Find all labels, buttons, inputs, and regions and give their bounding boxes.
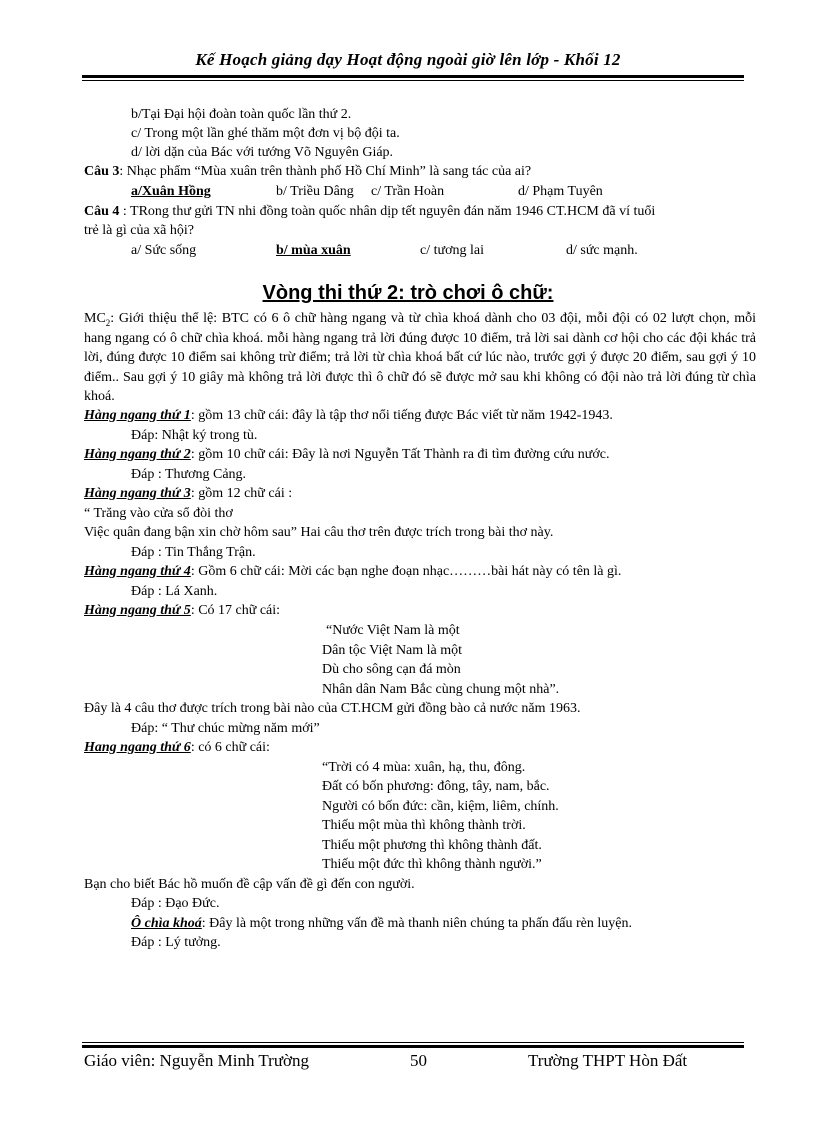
row3-text: : gồm 12 chữ cái : (190, 486, 293, 501)
q3-text: : Nhạc phẩm “Mùa xuân trên thành phố Hồ Chí Minh” là sang tác của ai? (119, 164, 532, 179)
row6-label: Hang ngang thứ 6 (84, 740, 191, 755)
keyword-question (131, 915, 632, 933)
q2-option-d: d/ lời dặn của Bác với tướng Võ Nguyên Giáp. (131, 145, 394, 160)
row6-answer: Đáp : Đạo Đức. (131, 896, 220, 911)
round2-title: Vòng thi thứ 2: trò chơi ô chữ: (262, 282, 554, 304)
row6-poem-line: Đất có bốn phương: đông, tây, nam, bắc. (322, 779, 550, 794)
row5-poem-line: “Nước Việt Nam là một (326, 623, 460, 638)
footer-page-number: 50 (410, 1051, 427, 1070)
mc-label: MC (84, 311, 106, 326)
row2-text: : gồm 10 chữ cái: Đây là nơi Nguyễn Tất Thành ra đi tìm đường cứu nước. (190, 447, 610, 462)
keyword-label: Ô chìa khoá (131, 916, 202, 931)
header-rule-thin (82, 80, 744, 81)
row6-text: : có 6 chữ cái: (190, 740, 270, 755)
row1-question (84, 407, 613, 425)
row2-label: Hàng ngang thứ 2 (84, 447, 191, 462)
header-rule-thick (82, 75, 744, 78)
q3-option-b: b/ Triều Dâng (276, 184, 354, 199)
footer-rule-thin (82, 1042, 744, 1043)
row5-poem-line: Dù cho sông cạn đá mòn (322, 662, 461, 677)
q3-question (84, 163, 531, 181)
row4-text: : Gồm 6 chữ cái: Mời các bạn nghe đoạn nhạc………bài hát này có tên là gì. (190, 564, 622, 579)
row6-poem-line: Thiếu một mùa thì không thành trời. (322, 818, 526, 833)
mc-subscript: 2 (105, 317, 111, 328)
q4-option-a: a/ Sức sống (131, 243, 197, 258)
row3-question (84, 485, 292, 503)
q4-option-b: b/ mùa xuân (276, 243, 351, 258)
row2-question (84, 446, 610, 464)
row4-label: Hàng ngang thứ 4 (84, 564, 191, 579)
row3-poem-line1: “ Trăng vào cửa sổ đòi thơ (84, 506, 233, 521)
row1-label: Hàng ngang thứ 1 (84, 408, 191, 423)
keyword-answer: Đáp : Lý tưởng. (131, 935, 221, 950)
q3-option-d: d/ Phạm Tuyên (518, 184, 603, 199)
row3-poem-line2: Việc quân đang bận xin chờ hôm sau” Hai câu thơ trên được trích trong bài thơ này. (84, 525, 554, 540)
page-header-title: Kế Hoạch giảng dạy Hoạt động ngoài giờ lên lớp - Khối 12 (195, 50, 621, 69)
row5-note: Đây là 4 câu thơ được trích trong bài nào của CT.HCM gửi đồng bào cả nước năm 1963. (84, 701, 581, 716)
keyword-text: : Đây là một trong những vấn đề mà thanh niên chúng ta phấn đấu rèn luyện. (201, 916, 632, 931)
row6-question-text: Bạn cho biết Bác hồ muốn đề cập vấn đề gì đến con người. (84, 877, 415, 892)
row5-text: : Có 17 chữ cái: (190, 603, 281, 618)
row4-answer: Đáp : Lá Xanh. (131, 584, 218, 599)
row6-poem-line: “Trời có 4 mùa: xuân, hạ, thu, đông. (322, 760, 526, 775)
q4-option-c: c/ tương lai (420, 243, 484, 258)
q2-option-b: b/Tại Đại hội đoàn toàn quốc lần thứ 2. (131, 107, 352, 122)
footer-rule-thick (82, 1045, 744, 1048)
row5-question (84, 602, 280, 620)
footer-teacher: Giáo viên: Nguyễn Minh Trường (84, 1051, 310, 1070)
round2-intro-paragraph (84, 309, 756, 407)
q4-text-line1: : TRong thư gửi TN nhi đồng toàn quốc nhân dịp tết nguyên đán năm 1946 CT.HCM đã ví tuổi (119, 204, 656, 219)
q4-question-line1 (84, 203, 655, 221)
row6-question (84, 739, 270, 757)
row5-label: Hàng ngang thứ 5 (84, 603, 191, 618)
q3-label: Câu 3 (84, 164, 120, 179)
row6-poem-line: Thiếu một phương thì không thành đất. (322, 838, 542, 853)
row4-question (84, 563, 621, 581)
round2-intro-text: : Giới thiệu thể lệ: BTC có 6 ô chữ hàng ngang và từ chìa khoá dành cho 03 đội, mỗi đội có 02 lượt chọn, mỗi hang ngang có ô chữ chìa khoá. mỗi hàng ngang trả lời đúng được 10 điểm, trả lời sai dành cơ hội cho các đội khác trả lời, đúng được 10 điểm sai không trừ điểm; trả lời từ chìa khoá bất cứ lúc nào, trước gợi ý được 20 điểm, sau gợi ý 10 điểm.. Sau gợi ý 10 giây mà không trả lời được thì ô chữ đó sẽ được mở sau khi không có đội nào trả lời đúng từ chìa khoá. (84, 311, 756, 404)
row2-answer: Đáp : Thương Cảng. (131, 467, 247, 482)
row5-poem-line: Dân tộc Việt Nam là một (322, 643, 463, 658)
q4-label: Câu 4 (84, 204, 120, 219)
row6-poem-line: Người có bốn đức: cần, kiệm, liêm, chính. (322, 799, 559, 814)
row3-label: Hàng ngang thứ 3 (84, 486, 191, 501)
row5-answer: Đáp: “ Thư chúc mừng năm mới” (131, 721, 320, 736)
q4-question-line2: trẻ là gì của xã hội? (84, 223, 195, 238)
row5-poem-line: Nhân dân Nam Bắc cùng chung một nhà”. (322, 682, 560, 697)
row6-poem-line: Thiếu một đức thì không thành người.” (322, 857, 542, 872)
q3-option-c: c/ Trần Hoàn (371, 184, 445, 199)
row1-text: : gồm 13 chữ cái: đây là tập thơ nổi tiếng được Bác viết từ năm 1942-1943. (190, 408, 613, 423)
footer-school: Trường THPT Hòn Đất (528, 1051, 688, 1070)
q4-option-d: d/ sức mạnh. (566, 243, 638, 258)
row1-answer: Đáp: Nhật ký trong tù. (131, 428, 258, 443)
row3-answer: Đáp : Tin Thắng Trận. (131, 545, 256, 560)
q3-option-a: a/Xuân Hồng (131, 184, 211, 199)
q2-option-c: c/ Trong một lần ghé thăm một đơn vị bộ đội ta. (131, 126, 400, 141)
